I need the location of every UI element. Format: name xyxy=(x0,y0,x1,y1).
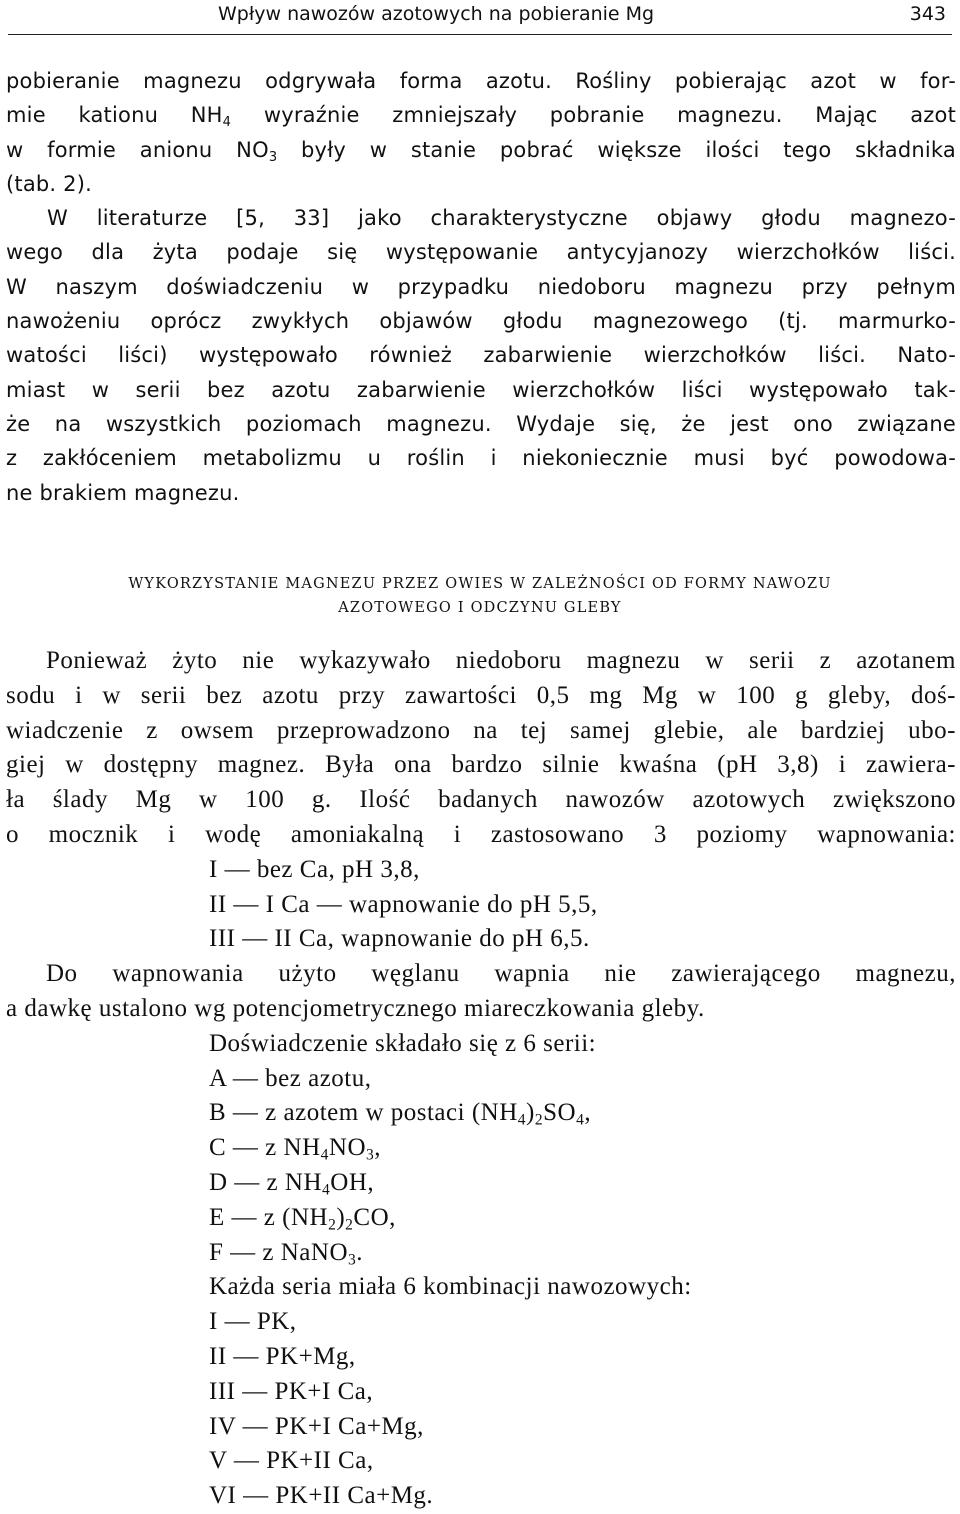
section-heading-line: WYKORZYSTANIE MAGNEZU PRZEZ OWIES W ZALEŻNOŚCI OD FORMY NAWOZU xyxy=(128,576,832,592)
list-item: A — bez azotu, xyxy=(209,1064,372,1092)
list-item: III — II Ca, wapnowanie do pH 6,5. xyxy=(209,925,590,953)
body-text-upper xyxy=(6,64,956,510)
text-line: o mocznik i wodę amoniakalną i zastosowano 3 poziomy wapnowania: xyxy=(6,820,956,848)
combinations-intro: Każda seria miała 6 kombinacji nawozowych: xyxy=(209,1273,692,1301)
paragraph-4 xyxy=(6,957,956,1027)
combinations-list xyxy=(6,1305,956,1514)
list-item: I — bez Ca, pH 3,8, xyxy=(209,855,420,883)
text-line: nawożeniu oprócz zwykłych objawów głodu magnezowego (tj. marmurko- xyxy=(6,309,956,334)
list-item: III — PK+I Ca, xyxy=(209,1377,374,1405)
list-item: II — PK+Mg, xyxy=(209,1342,356,1370)
list-item: IV — PK+I Ca+Mg, xyxy=(209,1412,424,1440)
text-line: mie kationu $NH_4$ wyraźnie zmniejszały pobranie magnezu. Mając azot xyxy=(6,103,956,131)
text-line: giej w dostępny magnez. Była ona bardzo silnie kwaśna (pH 3,8) i zawiera- xyxy=(6,751,956,779)
paragraph-2 xyxy=(6,201,956,510)
list-item: D — z $NH_4OH$, xyxy=(209,1168,375,1199)
text-line: że na wszystkich poziomach magnezu. Wydaje się, że jest ono związane xyxy=(6,411,956,436)
text-line: watości liści) występowało również zabarwienie wierzchołków liści. Nato- xyxy=(6,343,956,368)
text-line: miast w serii bez azotu zabarwienie wierzchołków liści występowało tak- xyxy=(6,377,956,402)
page-number: 343 xyxy=(909,3,946,25)
list-item: F — z NaNO$_3$. xyxy=(209,1238,364,1269)
text-line: W literaturze [5, 33] jako charakterystyczne objawy głodu magnezo- xyxy=(47,206,956,231)
text-line: wiadczenie z owsem przeprowadzono na tej samej glebie, ale bardziej ubo- xyxy=(6,716,956,744)
text-line: w formie anionu $NO_3$ były w stanie pobrać większe ilości tego składnika xyxy=(6,137,956,165)
list-item: I — PK, xyxy=(209,1308,297,1336)
series-list xyxy=(6,1062,956,1271)
text-line: sodu i w serii bez azotu przy zawartości 0,5 mg Mg w 100 g gleby, doś- xyxy=(6,681,956,709)
paragraph-3 xyxy=(6,644,956,853)
text-line: a dawkę ustalono wg potencjometrycznego miareczkowania gleby. xyxy=(6,994,705,1022)
list-item: B — z azotem w postaci $(NH_4)_2SO_4$, xyxy=(209,1099,592,1129)
series-intro: Doświadczenie składało się z 6 serii: xyxy=(209,1029,597,1057)
text-line: (tab. 2). xyxy=(6,171,93,196)
list-item: II — I Ca — wapnowanie do pH 5,5, xyxy=(209,890,598,918)
list-item: V — PK+II Ca, xyxy=(209,1447,374,1475)
text-line: ne brakiem magnezu. xyxy=(6,480,240,505)
text-line: Ponieważ żyto nie wykazywało niedoboru magnezu w serii z azotanem xyxy=(46,647,956,674)
body-text-lower xyxy=(6,644,956,1514)
section-heading-line: AZOTOWEGO I ODCZYNU GLEBY xyxy=(338,600,622,616)
text-line: z zakłóceniem metabolizmu u roślin i niekoniecznie musi być powodowa- xyxy=(6,446,956,471)
paragraph-1 xyxy=(6,64,956,201)
page-header xyxy=(8,0,952,35)
text-line: pobieranie magnezu odgrywała forma azotu. Rośliny pobierając azot w for- xyxy=(6,69,956,93)
text-line: ła ślady Mg w 100 g. Ilość badanych nawozów azotowych zwiększono xyxy=(6,786,956,814)
section-heading xyxy=(0,572,960,620)
text-line: W naszym doświadczeniu w przypadku niedoboru magnezu przy pełnym xyxy=(6,274,956,299)
text-line: wego dla żyta podaje się występowanie antycyjanozy wierzchołków liści. xyxy=(6,240,956,265)
list-item: E — z $(NH_2)_2CO$, xyxy=(209,1203,396,1234)
list-item: C — z $NH_4NO_3$, xyxy=(209,1134,381,1164)
text-line: Do wapnowania użyto węglanu wapnia nie zawierającego magnezu, xyxy=(46,960,956,988)
running-title: Wpływ nawozów azotowych na pobieranie Mg xyxy=(218,3,655,25)
liming-levels-list xyxy=(6,853,956,957)
list-item: VI — PK+II Ca+Mg. xyxy=(209,1482,434,1510)
